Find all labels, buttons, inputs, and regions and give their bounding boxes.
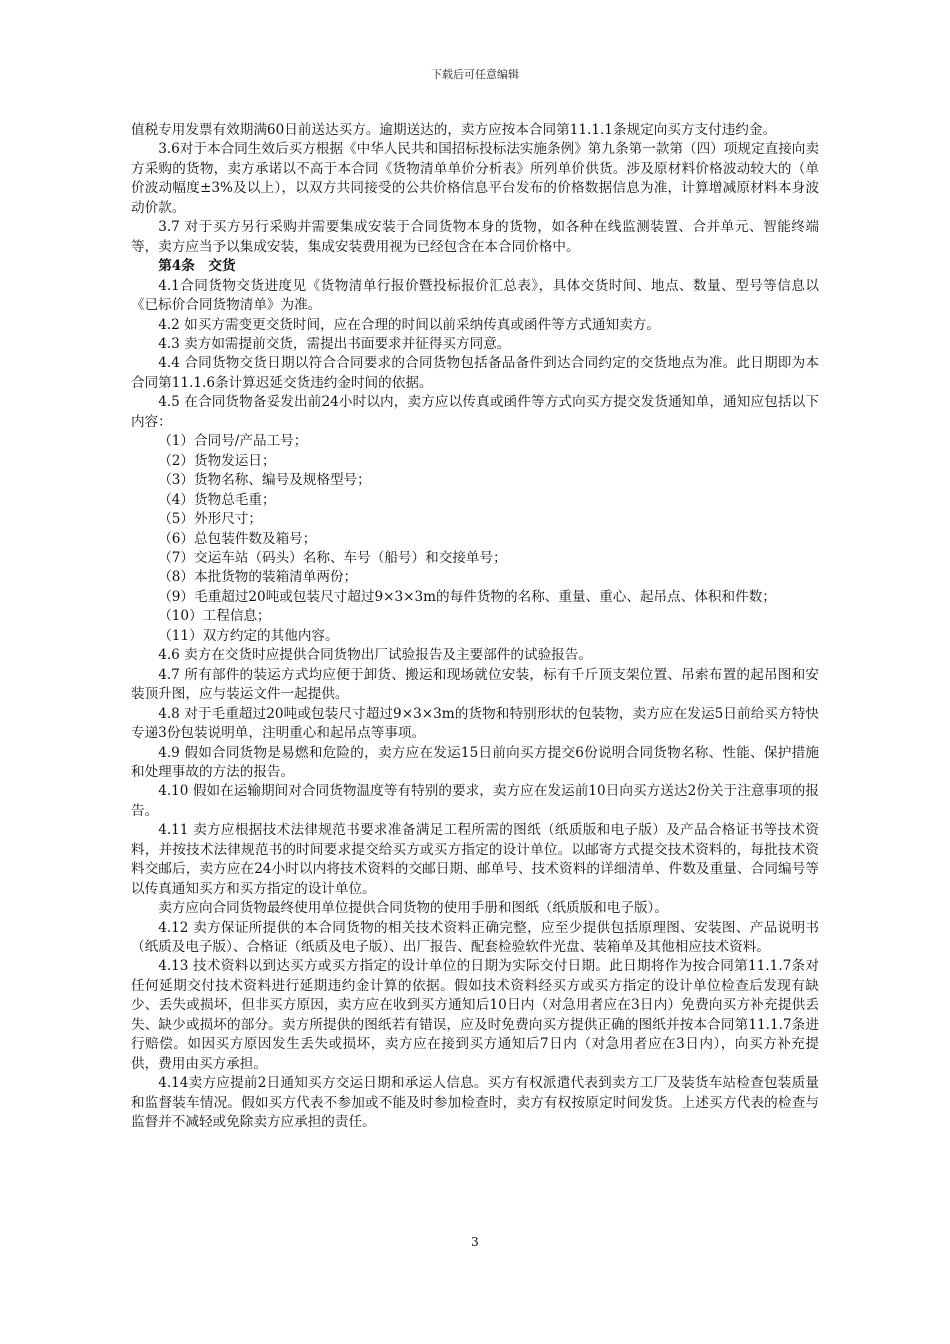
paragraph: 4.14卖方应提前2日通知买方交运日期和承运人信息。买方有权派遣代表到卖方工厂及装货车站检查包装质量和监督装车情况。假如买方代表不参加或不能及时参加检查时，卖方有权按原定时间发货。上述买方代表的检查与监督并不减轻或免除卖方应承担的责任。 — [131, 1075, 819, 1131]
paragraph: 卖方应向合同货物最终使用单位提供合同货物的使用手册和图纸（纸质版和电子版）。 — [158, 900, 668, 917]
paragraph: （1）合同号/产品工号； — [158, 433, 308, 450]
paragraph: 4.5 在合同货物备妥发出前24小时以内，卖方应以传真或函件等方式向买方提交发货通知单，通知应包括以下内容： — [131, 394, 819, 430]
paragraph: （10）工程信息； — [158, 608, 271, 625]
paragraph: 4.8 对于毛重超过20吨或包装尺寸超过9×3×3m的货物和特别形状的包装物，卖方应在发运5日前给买方特快专递3份包装说明单，注明重心和起吊点等事项。 — [131, 705, 819, 742]
paragraph: 4.1合同货物交货进度见《货物清单行报价暨投标报价汇总表》，具体交货时间、地点、数量、型号等信息以《已标价合同货物清单》为准。 — [131, 277, 819, 314]
paragraph: 4.12 卖方保证所提供的本合同货物的相关技术资料正确完整，应至少提供包括原理图、安装图、产品说明书（纸质及电子版）、合格证（纸质及电子版）、出厂报告、配套检验软件光盘、装箱单及其他相应技术资料。 — [131, 919, 819, 956]
paragraph: 4.13 技术资料以到达买方或买方指定的设计单位的日期为实际交付日期。此日期将作为按合同第11.1.7条对任何延期交付技术资料进行延期违约金计算的依据。假如技术资料经买方或买方指定的设计单位检查后发现有缺少、丢失或损坏，但非买方原因，卖方应在收到买方通知后10日内（对急用者应在3日内）免费向买方补充提供丢失、缺少或损坏的部分。卖方所提供的图纸若有错误，应及时免费向买方提供正确的图纸并按本合同第11.1.7条进行赔偿。如因买方原因发生丢失或损坏，卖方应在接到买方通知后7日内（对急用者应在3日内），向买方补充提供，费用由买方承担。 — [131, 958, 819, 1072]
page-header: 下载后可任意编辑 — [431, 68, 519, 81]
paragraph: 4.3 卖方如需提前交货，需提出书面要求并征得买方同意。 — [158, 335, 511, 352]
paragraph: 4.7 所有部件的装运方式均应便于卸货、搬运和现场就位安装，标有千斤顶支架位置、吊索布置的起吊图和安装顶升图，应与装运文件一起提供。 — [131, 666, 819, 703]
page-number: 3 — [471, 1235, 479, 1249]
document-body — [131, 121, 819, 1133]
paragraph: 4.9 假如合同货物是易燃和危险的，卖方应在发运15日前向买方提交6份说明合同货物名称、性能、保护措施和处理事故的方法的报告。 — [131, 744, 819, 780]
paragraph: （3）货物名称、编号及规格型号； — [158, 472, 371, 489]
paragraph: 值税专用发票有效期满60日前送达买方。逾期送达的，卖方应按本合同第11.1.1条规定向买方支付违约金。 — [131, 122, 777, 138]
paragraph: （4）货物总毛重； — [158, 491, 276, 508]
paragraph: （9）毛重超过20吨或包装尺寸超过9×3×3m的每件货物的名称、重量、重心、起吊点、体积和件数； — [158, 588, 776, 605]
paragraph: （8）本批货物的装箱清单两份； — [158, 569, 358, 586]
paragraph: 4.11 卖方应根据技术法律规范书要求准备满足工程所需的图纸（纸质版和电子版）及产品合格证书等技术资料，并按技术法律规范书的时间要求提交给买方或买方指定的设计单位。以邮寄方式提交技术资料的，每批技术资料交邮后，卖方应在24小时以内将技术资料的交邮日期、邮单号、技术资料的详细清单、件数及重量、合同编号等以传真通知买方和买方指定的设计单位。 — [131, 822, 819, 897]
paragraph: （2）货物发运日； — [158, 452, 276, 469]
paragraph: 4.4 合同货物交货日期以符合合同要求的合同货物包括备品备件到达合同约定的交货地点为准。此日期即为本合同第11.1.6条计算迟延交货违约金时间的依据。 — [131, 355, 819, 391]
paragraph: 4.2 如买方需变更交货时间，应在合理的时间以前采纳传真或函件等方式通知卖方。 — [158, 316, 660, 333]
paragraph: （5）外形尺寸； — [158, 511, 262, 528]
section-heading: 第4条 交货 — [158, 258, 236, 275]
paragraph: （6）总包装件数及箱号； — [158, 530, 317, 547]
paragraph: 4.10 假如在运输期间对合同货物温度等有特别的要求，卖方应在发运前10日向买方送达2份关于注意事项的报告。 — [131, 783, 819, 819]
paragraph: （7）交运车站（码头）名称、车号（船号）和交接单号； — [158, 549, 507, 566]
paragraph: 3.6对于本合同生效后买方根据《中华人民共和国招标投标法实施条例》第九条第一款第（四）项规定直接向卖方采购的货物，卖方承诺以不高于本合同《货物清单单价分析表》所列单价供货。涉及原材料价格波动较大的（单价波动幅度±3%及以上），以双方共同接受的公共价格信息平台发布的价格数据信息为准，计算增减原材料本身波动价款。 — [131, 141, 819, 216]
paragraph: 4.6 卖方在交货时应提供合同货物出厂试验报告及主要部件的试验报告。 — [158, 647, 592, 664]
paragraph: （11）双方约定的其他内容。 — [158, 627, 339, 644]
paragraph: 3.7 对于买方另行采购并需要集成安装于合同货物本身的货物，如各种在线监测装置、合并单元、智能终端等，卖方应当予以集成安装，集成安装费用视为已经包含在本合同价格中。 — [131, 219, 819, 255]
